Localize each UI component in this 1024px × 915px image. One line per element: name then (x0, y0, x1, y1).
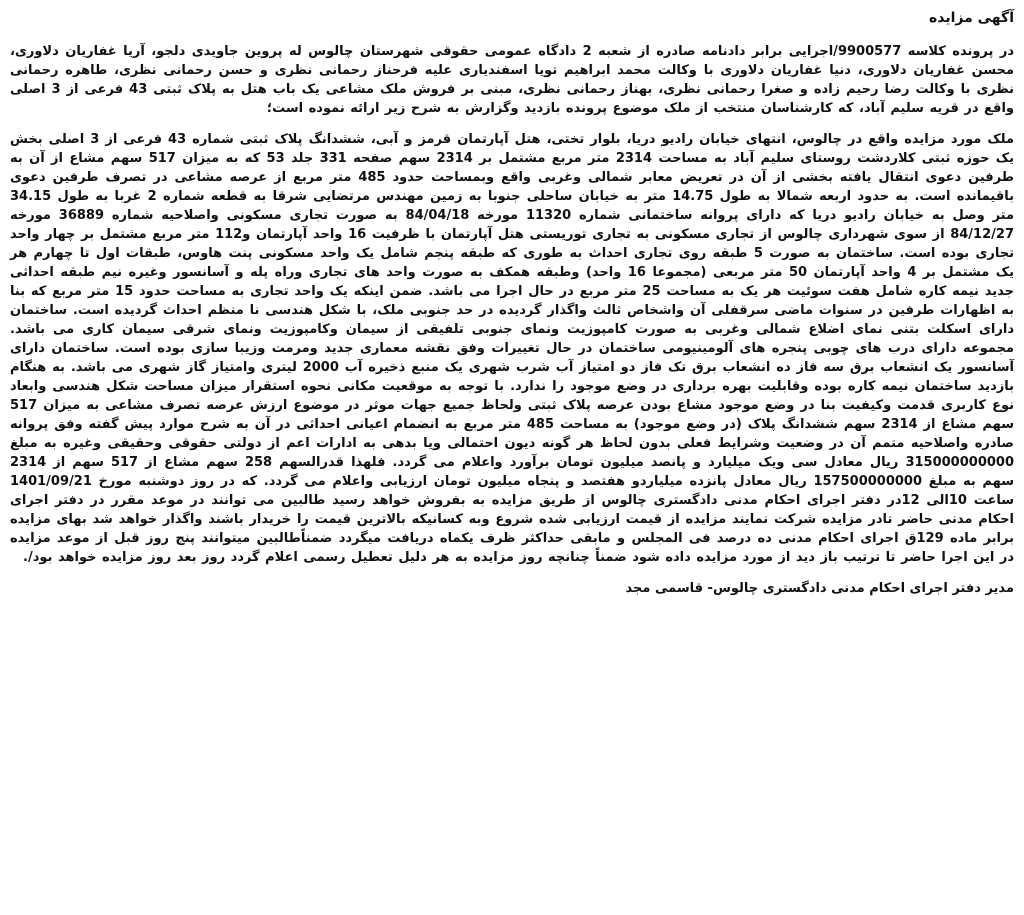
notice-paragraph-case-details: در پرونده کلاسه 9900577/اجرایی برابر دادنامه صادره از شعبه 2 دادگاه عمومی حقوقی شهرستان چالوس له پروین جاویدی دلجو، آریا غفاریان دلاوری، محسن غفاریان دلاوری، دنیا غفاریان دلاوری با وکالت محمد ابراهیم تویا اسفندیاری علیه فرحناز رحمانی نظری و حسن رحمانی نظری، طاهره رحمانی نظری با وکالت رضا رحیم زاده و صغرا رحمانی نظری، بهناز رحمانی نظری، مبنی بر فروش ملک مشاعی یک باب هتل به پلاک ثبتی 43 فرعی از 3 اصلی واقع در قریه سلیم آباد، که کارشناسان منتخب از ملک موضوع پرونده بازدید وگزارش به شرح زیر ارائه نموده است؛ (10, 44, 1014, 116)
notice-paragraph-property-description: ملک مورد مزایده واقع در چالوس، انتهای خیابان رادیو دریا، بلوار تختی، هتل آپارتمان قرمز و آبی، ششدانگ پلاک ثبتی شماره 43 فرعی از 3 اصلی بخش یک حوزه ثبتی کلاردشت روستای سلیم آباد به مساحت 2314 متر مربع مشتمل بر 2314 سهم صفحه 331 جلد 53 که به میزان 517 سهم مشاع از آن به طرفین دعوی انتقال یافته بخشی از آن در تعریض معابر شمالی وغربی واقع وبمساحت حدود 485 متر مربع از عرصه مشاعی در تصرف طرفین دعوی باقیمانده است. به حدود اربعه شمالا به طول 14.75 متر به خیابان ساحلی جنوبا به زمین مهندس مرتضایی شرقا به قطعه شماره 2 غربا به طول 34.15 متر وصل به خیابان رادیو دریا که دارای پروانه ساختمانی شماره 11320 مورخه 84/04/18 به صورت تجاری مسکونی واصلاحیه شماره 36889 مورخه 84/12/27 از سوی شهرداری چالوس از تجاری مسکونی به تجاری توریستی هتل آپارتمان با ظرفیت 16 واحد آپارتمان و112 متر مربع مشتمل بر چهار واحد تجاری بوده است. ساختمان به صورت 5 طبقه روی تجاری احداث به طوری که طبقه پنجم شامل یک واحد مسکونی پنت هاوس، طبقات اول تا چهارم هر یک مشتمل بر 4 واحد آپارتمان 50 متر مربعی (مجموعا 16 واحد) وطبقه همکف به صورت واحد های تجاری وراه پله و آسانسور وغیره نیم طبقه احداثی جدید نیمه کاره شامل هفت سوئیت هر یک به مساحت 25 متر مربع در حال اجرا می باشد. ضمن اینکه یک واحد تجاری به مساحت حدود 15 متر مربع که بنا به اظهارات طرفین در سنوات ماضی سرقفلی آن واشخاص ثالث واگذار گردیده در حد جنوبی ملک، با شکل هندسی نا منظم احداث گردیده است. ساختمان دارای اسکلت بتنی نمای اضلاع شمالی وغربی به صورت کامپوزیت ونمای جنوبی تلفیقی از سیمان وکامپوزیت ونمای شرقی سیمان کاری می باشد. مجموعه دارای درب های چوبی پنجره های آلومینیومی ساختمان در حال تغییرات وفق نقشه معماری جدید ومرمت وزیبا سازی بوده است. ساختمان دارای آسانسور یک انشعاب برق سه فاز ده انشعاب برق تک فاز دو امتیاز آب شرب شهری یک منبع ذخیره آب 2000 لیتری وامتیاز گاز شهری می باشد. به هنگام بازدید ساختمان نیمه کاره بوده وقابلیت بهره برداری در وضع موجود را ندارد. با توجه به موقعیت مکانی نحوه استقرار میزان مساحت شکل هندسی وابعاد نوع کاربری قدمت وکیفیت بنا در وضع موجود مشاع بودن عرصه پلاک ثبتی ولحاظ جمیع جهات موثر در موضوع ارزش عرصه تصرف مشاعی به میزان 517 سهم مشاع از 2314 سهم ششدانگ پلاک (در وضع موجود) به مساحت 485 متر مربع به انضمام اعیانی احداثی در آن به شرح موارد پیش گفته وفق پروانه صادره واصلاحیه متمم آن در وضعیت وشرایط فعلی بدون لحاظ هر گونه دیون احتمالی ویا بدهی به ادارات اعم از دولتی حقوقی وحقیقی وغیره به مبلغ 315000000000 ریال معادل سی ویک میلیارد و پانصد میلیون تومان برآورد واعلام می گردد. فلهذا قدرالسهم 258 سهم مشاع از 517 سهم از 2314 سهم به مبلغ 157500000000 ریال معادل پانزده میلیاردو هفتصد و پنجاه میلیون تومان ارزیابی واعلام می گردد. که در روز دوشنبه مورخ 1401/09/21 ساعت 10الی 12در دفتر اجرای احکام مدنی دادگستری چالوس از طریق مزایده به بفروش خواهد رسید طالبین می توانند در موعد مقرر در دفتر اجرای احکام مدنی حاضر تادر مزایده شرکت نمایند مزایده از قیمت ارزیابی شده شروع وبه کسانیکه بالاترین قیمت را خریدار باشند واگذار خواهد شد بهای مزایده برابر ماده 129ق اجرای احکام مدنی ده درصد فی المجلس و مابقی حداکثر ظرف یکماه دریافت میگردد ضمناًطالبین میتوانند پنج روز قبل از موعد مزایده در این اجرا حاضر تا ترتیب باز دید از مورد مزایده داده شود ضمناً چنانچه روز مزایده به هر دلیل تعطیل رسمی اعلام گردد روز بعد روز مزایده خواهد بود/. (10, 132, 1015, 565)
notice-title: آگهی مزایده (928, 10, 1014, 26)
notice-signature: مدیر دفتر اجرای احکام مدنی دادگستری چالوس- قاسمی مجد (625, 581, 1014, 596)
